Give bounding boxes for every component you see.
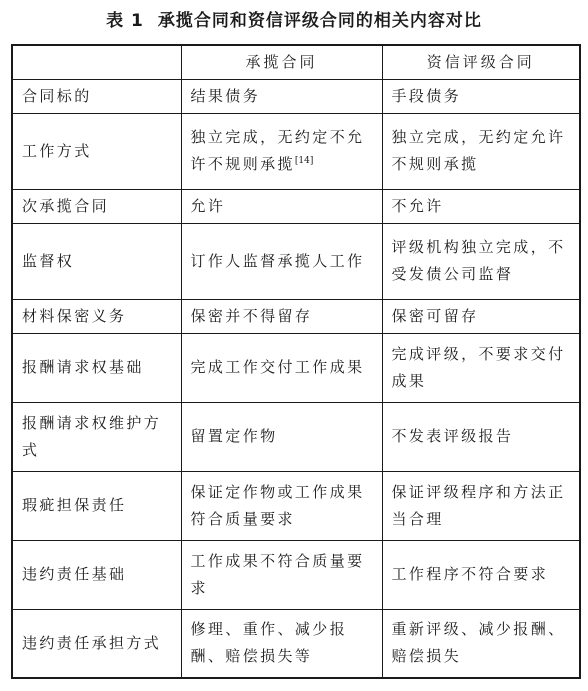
rating-cell: 完成评级，不要求交付成果: [382, 333, 580, 402]
contract-cell: 结果债务: [181, 79, 382, 113]
rating-cell: 不发表评级报告: [382, 402, 580, 471]
contract-cell: 留置定作物: [181, 402, 382, 471]
row-label: 报酬请求权维护方式: [12, 402, 181, 471]
table-row: [12, 333, 580, 402]
table-caption: [0, 0, 588, 36]
comparison-table: [11, 44, 581, 679]
row-label: 合同标的: [12, 79, 181, 113]
rating-cell: 保证评级程序和方法正当合理: [382, 471, 580, 540]
rating-cell: 不允许: [382, 189, 580, 223]
table-number: 表 1: [106, 10, 144, 31]
citation-ref: [14]: [294, 156, 314, 166]
table-row: [12, 402, 580, 471]
contract-cell: 允许: [181, 189, 382, 223]
row-label: 瑕疵担保责任: [12, 471, 181, 540]
contract-cell: 订作人监督承揽人工作: [181, 223, 382, 299]
row-label: 违约责任基础: [12, 540, 181, 609]
table-header-row: [12, 45, 580, 79]
contract-cell: 保密并不得留存: [181, 299, 382, 333]
rating-cell: 手段债务: [382, 79, 580, 113]
contract-cell: 工作成果不符合质量要求: [181, 540, 382, 609]
rating-cell: 保密可留存: [382, 299, 580, 333]
table-row: [12, 79, 580, 113]
header-cell-item: [12, 45, 181, 79]
contract-cell: 修理、重作、减少报酬、赔偿损失等: [181, 609, 382, 678]
table-row: [12, 540, 580, 609]
rating-cell: 评级机构独立完成，不受发债公司监督: [382, 223, 580, 299]
table-row: [12, 223, 580, 299]
rating-cell: 重新评级、减少报酬、赔偿损失: [382, 609, 580, 678]
contract-cell: 保证定作物或工作成果符合质量要求: [181, 471, 382, 540]
table-row: [12, 471, 580, 540]
rating-cell: 工作程序不符合要求: [382, 540, 580, 609]
table-row: [12, 189, 580, 223]
contract-cell: [181, 113, 382, 189]
header-cell-rating: 资信评级合同: [382, 45, 580, 79]
table-row: [12, 299, 580, 333]
contract-cell: 完成工作交付工作成果: [181, 333, 382, 402]
row-label: 材料保密义务: [12, 299, 181, 333]
row-label: 工作方式: [12, 113, 181, 189]
table-title: 承揽合同和资信评级合同的相关内容对比: [157, 10, 482, 31]
table-row: [12, 609, 580, 678]
table-row: [12, 113, 580, 189]
row-label: 监督权: [12, 223, 181, 299]
contract-cell-text: 独立完成，无约定不允许不规则承揽: [190, 128, 365, 173]
rating-cell: 独立完成，无约定允许不规则承揽: [382, 113, 580, 189]
header-cell-contract: 承揽合同: [181, 45, 382, 79]
row-label: 违约责任承担方式: [12, 609, 181, 678]
row-label: 报酬请求权基础: [12, 333, 181, 402]
row-label: 次承揽合同: [12, 189, 181, 223]
